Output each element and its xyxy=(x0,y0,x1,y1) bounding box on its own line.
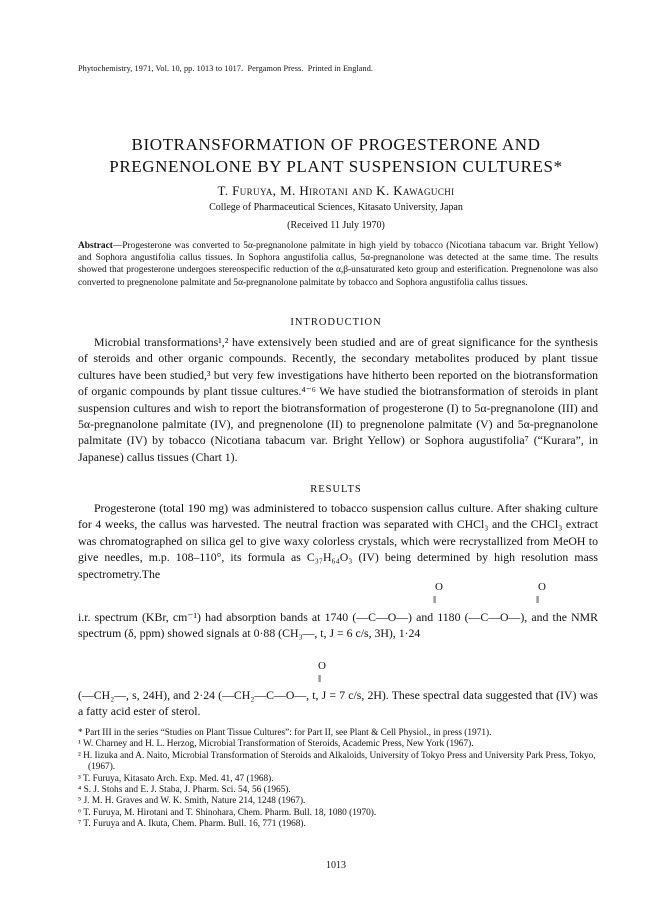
introduction-text: Microbial transformations¹,² have extensively been studied and are of great significance for the synthesis of steroids and other organic compounds. Recently, the secondary metabolites produced by plant tissue cultures have been studied,³ but very few investigations have hitherto been reported on the biotransformation of organic compounds by plant tissue cultures.⁴⁻⁶ We have studied the biotransformation of steroids in plant suspension cultures and wish to report the biotransformation of progesterone (I) to 5α-pregnanolone (III) and 5α-pregnanolone palmitate (IV), and pregnenolone (II) to pregnenolone palmitate (V) and 5α-pregnanolone palmitate (IV) by tobacco (Nicotiana tabacum var. Bright Yellow) or Sophora augustifolia⁷ (“Kurara”, in Japanese) callus tissues (Chart 1). xyxy=(78,335,601,464)
footnote: ⁷ T. Furuya and A. Ikuta, Chem. Pharm. Bull. 16, 771 (1968). xyxy=(78,819,306,830)
double-bond-2: ‖ xyxy=(536,594,540,606)
journal-citation: Phytochemistry, 1971, Vol. 10, pp. 1013 to 1017. Pergamon Press. Printed in England. xyxy=(78,64,374,73)
footnote: * Part III in the series “Studies on Plant Tissue Cultures”: for Part II, see Plant & Cell Physiol., in press (1971). xyxy=(78,728,492,738)
footnotes xyxy=(78,728,598,831)
double-bond-3: ‖ xyxy=(318,673,322,685)
footnote: ⁵ J. M. H. Graves and W. K. Smith, Nature 214, 1248 (1967). xyxy=(78,796,306,807)
introduction-heading: INTRODUCTION xyxy=(290,317,382,328)
carbonyl-o-1: O xyxy=(435,581,443,593)
footnote: ¹ W. Charney and H. L. Herzog, Microbial Transformation of Steroids, Academic Press, New York (1967). xyxy=(78,739,474,750)
article-title xyxy=(40,134,632,178)
double-bond-1: ‖ xyxy=(433,594,437,606)
footnote: ² H. Iizuka and A. Naito, Microbial Transformation of Steroids and Alkaloids, University of Tokyo Press and University Park Press, Tokyo, (1967). xyxy=(78,750,598,773)
results-paragraph-3: (—CH₂—, s, 24H), and 2·24 (—CH₂—C—O—, t, J = 7 c/s, 2H). These spectral data suggested that (IV) was a fatty acid ester of sterol. xyxy=(78,688,601,719)
results-paragraph-1: Progesterone (total 190 mg) was administered to tobacco suspension callus culture. After shaking culture for 4 weeks, the callus was harvested. The neutral fraction was separated with CHCl₃ and the CHCl₃ extract was chromatographed on silica gel to give waxy colorless crystals, which were recrystallized from MeOH to give needles, m.p. 108–110°, its formula as C₃₇H₆₄O₃ (IV) being determined by high resolution mass spectrometry.The xyxy=(78,501,601,581)
authors: T. Furuya, M. Hirotani and K. Kawaguchi xyxy=(217,183,455,198)
abstract xyxy=(78,240,601,289)
results-heading: RESULTS xyxy=(310,484,362,495)
abstract-label: Abstract xyxy=(78,241,113,251)
affiliation: College of Pharmaceutical Sciences, Kitasato University, Japan xyxy=(209,202,463,213)
carbonyl-o-3: O xyxy=(318,660,326,672)
received-date: (Received 11 July 1970) xyxy=(287,220,385,231)
results-paragraph-2: i.r. spectrum (KBr, cm⁻¹) had absorption bands at 1740 (—C—O—) and 1180 (—C—O—), and the NMR spectrum (δ, ppm) showed signals at 0·88 (CH₃—, t, J = 6 c/s, 3H), 1·24 xyxy=(78,610,601,641)
footnote: ⁴ S. J. Stohs and E. J. Staba, J. Pharm. Sci. 54, 56 (1965). xyxy=(78,785,291,796)
carbonyl-o-2: O xyxy=(538,581,546,593)
title-line-1: BIOTRANSFORMATION OF PROGESTERONE AND xyxy=(131,135,541,154)
footnote: ⁶ T. Furuya, M. Hirotani and T. Shinohara, Chem. Pharm. Bull. 18, 1080 (1970). xyxy=(78,807,377,818)
page-number: 1013 xyxy=(326,860,346,871)
footnote: ³ T. Furuya, Kitasato Arch. Exp. Med. 41, 47 (1968). xyxy=(78,773,274,784)
title-line-2: PREGNENOLONE BY PLANT SUSPENSION CULTURES* xyxy=(109,157,563,176)
abstract-text: —Progesterone was converted to 5α-pregnanolone palmitate in high yield by tobacco (Nicotiana tabacum var. Bright Yellow) and Sophora angustifolia callus tissues. In Sophora angustifolia callus, 5α-pregnanolone was detected at the same time. The results showed that progesterone undergoes stereospecific reduction of the α,β-unsaturated keto group and esterification. Pregnenolone was also converted to pregnenolone palmitate and 5α-pregnanolone palmitate by tobacco and Sophora angustifolia callus tissues. xyxy=(78,241,601,288)
